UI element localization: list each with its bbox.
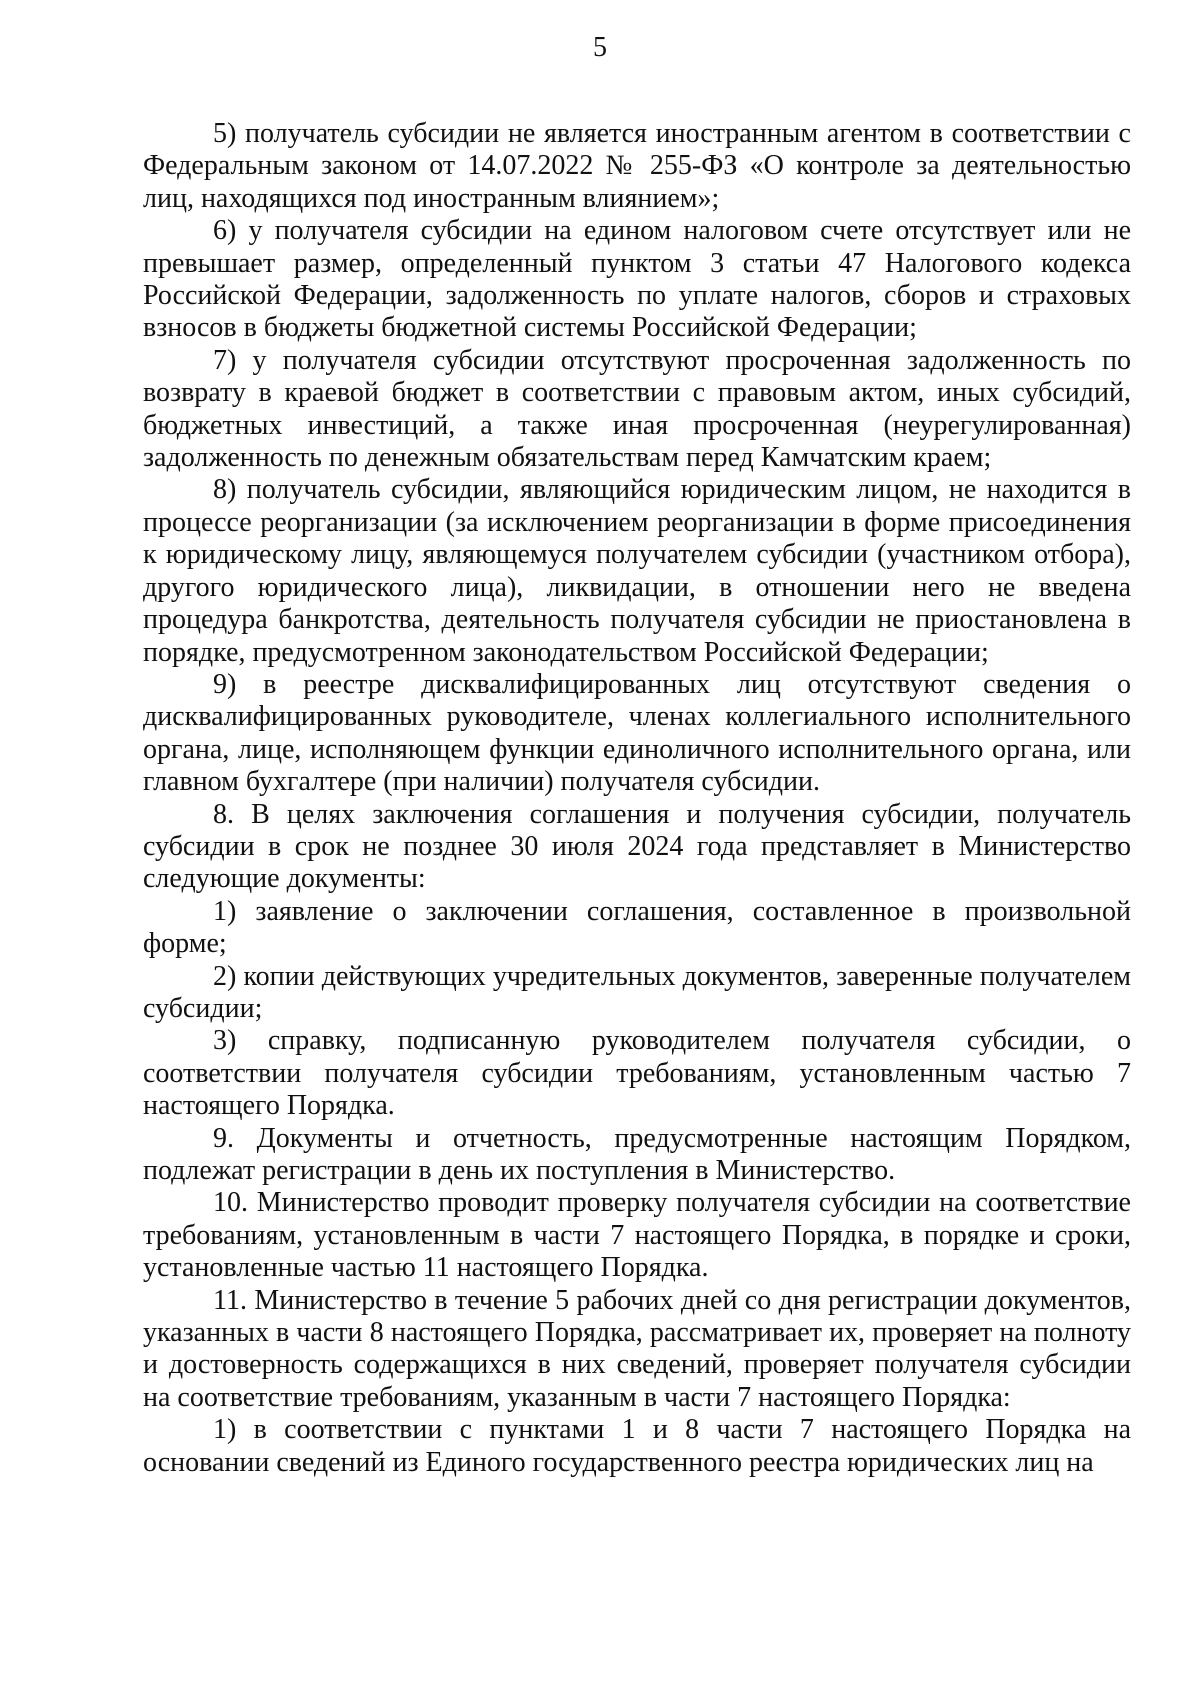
paragraph-part-8-item-2: 2) копии действующих учредительных документов, заверенные получателем субсидии; [143, 960, 1131, 1024]
paragraph-part-8: 8. В целях заключения соглашения и получения субсидии, получатель субсидии в срок не позднее 30 июля 2024 года представляет в Министерство следующие документы: [143, 798, 1131, 895]
paragraph-item-6: 6) у получателя субсидии на едином налоговом счете отсутствует или не превышает размер, определенный пунктом 3 статьи 47 Налогового кодекса Российской Федерации, задолженность по уплате налогов, сборов и страховых взносов в бюджеты бюджетной системы Российской Федерации; [143, 215, 1131, 344]
paragraph-item-5: 5) получатель субсидии не является иностранным агентом в соответствии с Федеральным законом от 14.07.2022 № 255-ФЗ «О контроле за деятельностью лиц, находящихся под иностранным влиянием»; [143, 118, 1131, 214]
paragraph-part-9: 9. Документы и отчетность, предусмотренные настоящим Порядком, подлежат регистрации в день их поступления в Министерство. [143, 1122, 1131, 1186]
document-body [143, 118, 1131, 1479]
paragraph-part-8-item-1: 1) заявление о заключении соглашения, составленное в произвольной форме; [143, 895, 1131, 960]
paragraph-part-8-item-3: 3) справку, подписанную руководителем получателя субсидии, о соответствии получателя субсидии требованиям, установленным частью 7 настоящего Порядка. [143, 1025, 1131, 1122]
paragraph-item-9: 9) в реестре дисквалифицированных лиц отсутствуют сведения о дисквалифицированных руководителе, членах коллегиального исполнительного органа, лице, исполняющем функции единоличного исполнительного органа, или главном бухгалтере (при наличии) получателя субсидии. [143, 668, 1131, 798]
paragraph-item-7: 7) у получателя субсидии отсутствуют просроченная задолженность по возврату в краевой бюджет в соответствии с правовым актом, иных субсидий, бюджетных инвестиций, а также иная просроченная (неурегулированная) задолженность по денежным обязательствам перед Камчатским краем; [143, 344, 1131, 474]
page-number: 5 [593, 32, 607, 63]
paragraph-part-11: 11. Министерство в течение 5 рабочих дней со дня регистрации документов, указанных в части 8 настоящего Порядка, рассматривает их, проверяет на полноту и достоверность содержащихся в них сведений, проверяет получателя субсидии на соответствие требованиям, указанным в части 7 настоящего Порядка: [143, 1284, 1131, 1413]
paragraph-part-11-item-1: 1) в соответствии с пунктами 1 и 8 части 7 настоящего Порядка на основании сведений из Единого государственного реестра юридических лиц на [143, 1414, 1131, 1478]
paragraph-item-8: 8) получатель субсидии, являющийся юридическим лицом, не находится в процессе реорганизации (за исключением реорганизации в форме присоединения к юридическому лицу, являющемуся получателем субсидии (участником отбора), другого юридического лица), ликвидации, в отношении него не введена процедура банкротства, деятельность получателя субсидии не приостановлена в порядке, предусмотренном законодательством Российской Федерации; [143, 474, 1131, 668]
paragraph-part-10: 10. Министерство проводит проверку получателя субсидии на соответствие требованиям, установленным в части 7 настоящего Порядка, в порядке и сроки, установленные частью 11 настоящего Порядка. [143, 1187, 1131, 1284]
